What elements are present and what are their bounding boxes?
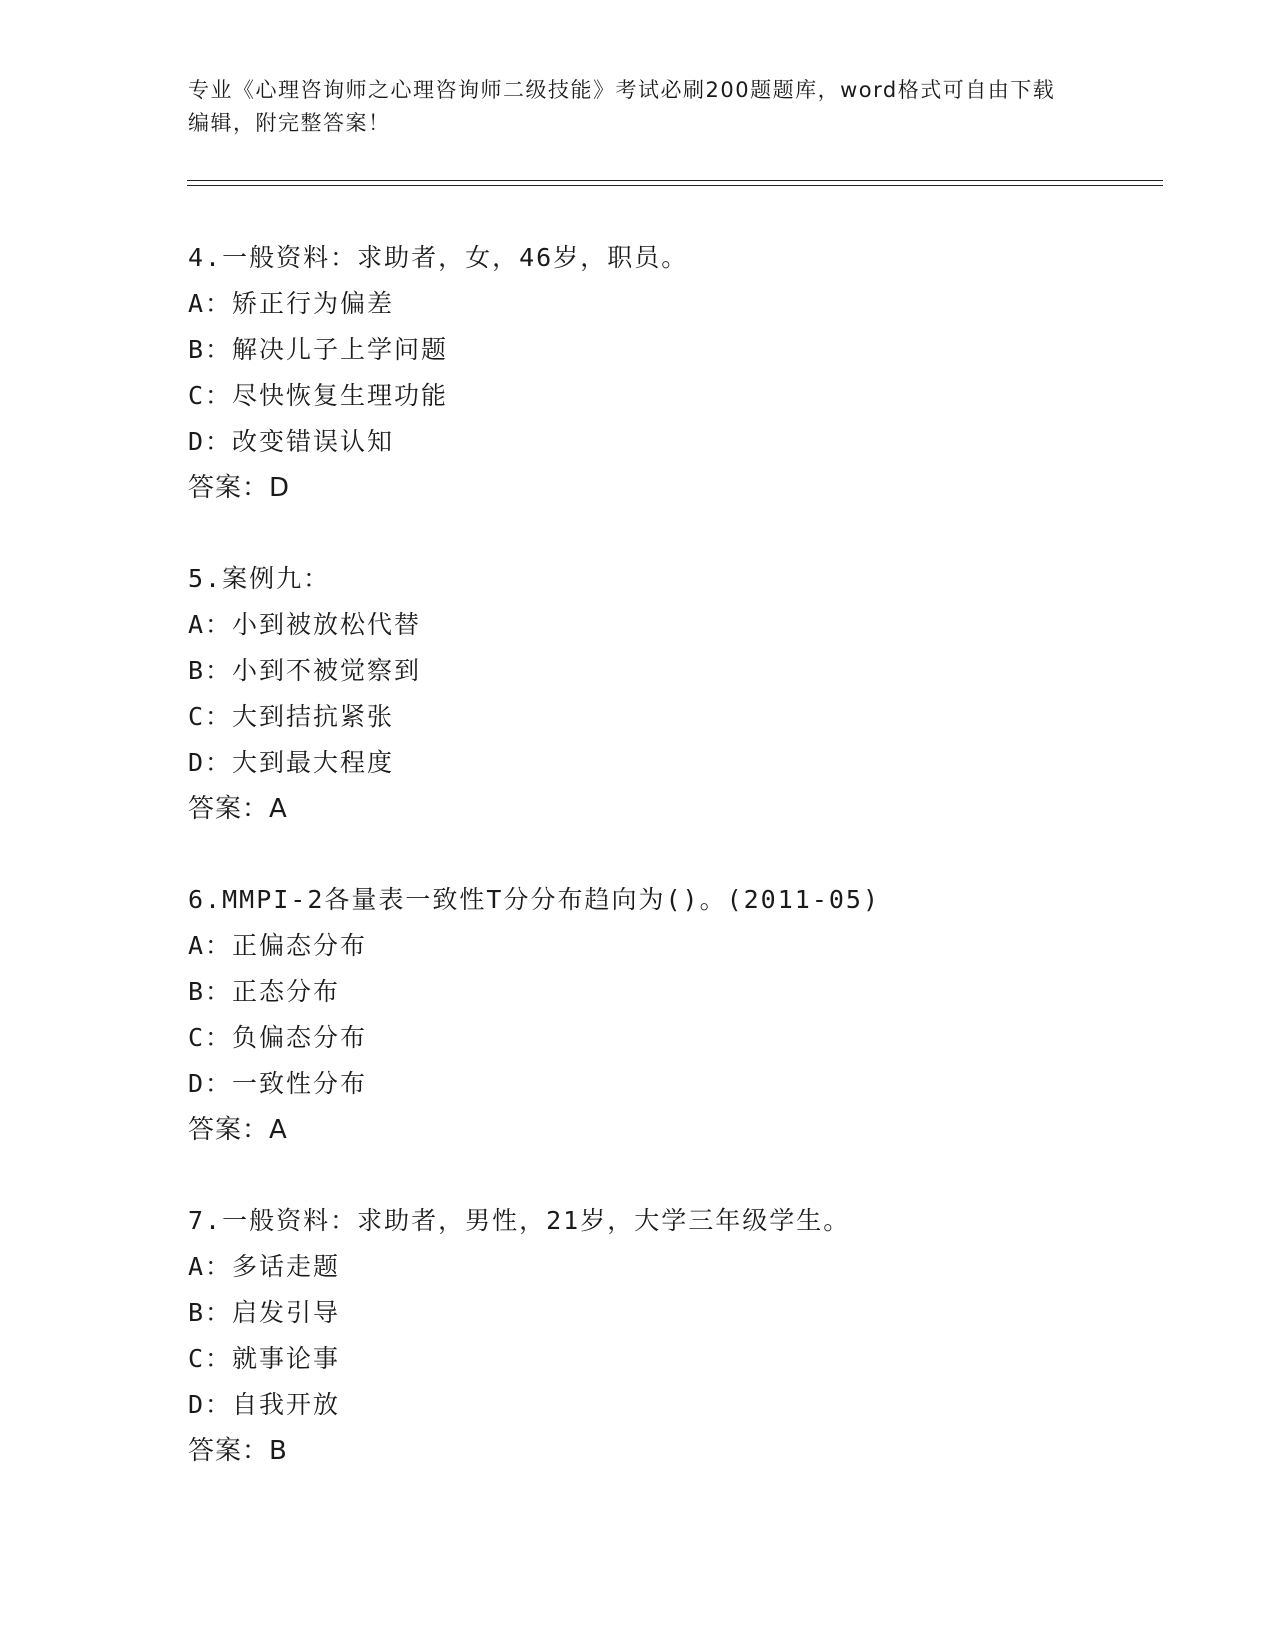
question-stem: 5.案例九：: [188, 564, 331, 593]
option-d: D：大到最大程度: [188, 748, 395, 777]
document-header: 专业《心理咨询师之心理咨询师二级技能》考试必刷200题题库，word格式可自由下载编辑，附完整答案！: [188, 78, 1056, 135]
header-divider-top: [187, 180, 1163, 181]
answer: 答案：B: [188, 1436, 288, 1466]
option-d: D：自我开放: [188, 1390, 341, 1419]
option-c: C：大到拮抗紧张: [188, 702, 395, 731]
option-b: B：启发引导: [188, 1298, 341, 1327]
option-a: A：小到被放松代替: [188, 610, 422, 639]
option-c: C：就事论事: [188, 1344, 341, 1373]
question-stem: 4.一般资料：求助者，女，46岁，职员。: [188, 243, 689, 272]
answer: 答案：D: [188, 473, 291, 503]
option-b: B：解决儿子上学问题: [188, 335, 449, 364]
option-a: A：矫正行为偏差: [188, 289, 395, 318]
question-stem: 7.一般资料：求助者，男性，21岁，大学三年级学生。: [188, 1206, 851, 1235]
question-4: [188, 235, 1188, 511]
answer: 答案：A: [188, 1115, 288, 1145]
answer: 答案：A: [188, 794, 288, 824]
option-a: A：多话走题: [188, 1252, 341, 1281]
question-6: [188, 877, 1188, 1153]
option-c: C：负偏态分布: [188, 1023, 368, 1052]
option-c: C：尽快恢复生理功能: [188, 381, 449, 410]
question-7: [188, 1198, 1188, 1474]
option-d: D：改变错误认知: [188, 427, 395, 456]
option-a: A：正偏态分布: [188, 931, 368, 960]
option-b: B：正态分布: [188, 977, 341, 1006]
question-5: [188, 556, 1188, 832]
header-divider-bottom: [187, 185, 1163, 186]
question-stem: 6.MMPI-2各量表一致性T分分布趋向为()。(2011-05): [188, 885, 881, 914]
option-d: D：一致性分布: [188, 1069, 368, 1098]
option-b: B：小到不被觉察到: [188, 656, 422, 685]
